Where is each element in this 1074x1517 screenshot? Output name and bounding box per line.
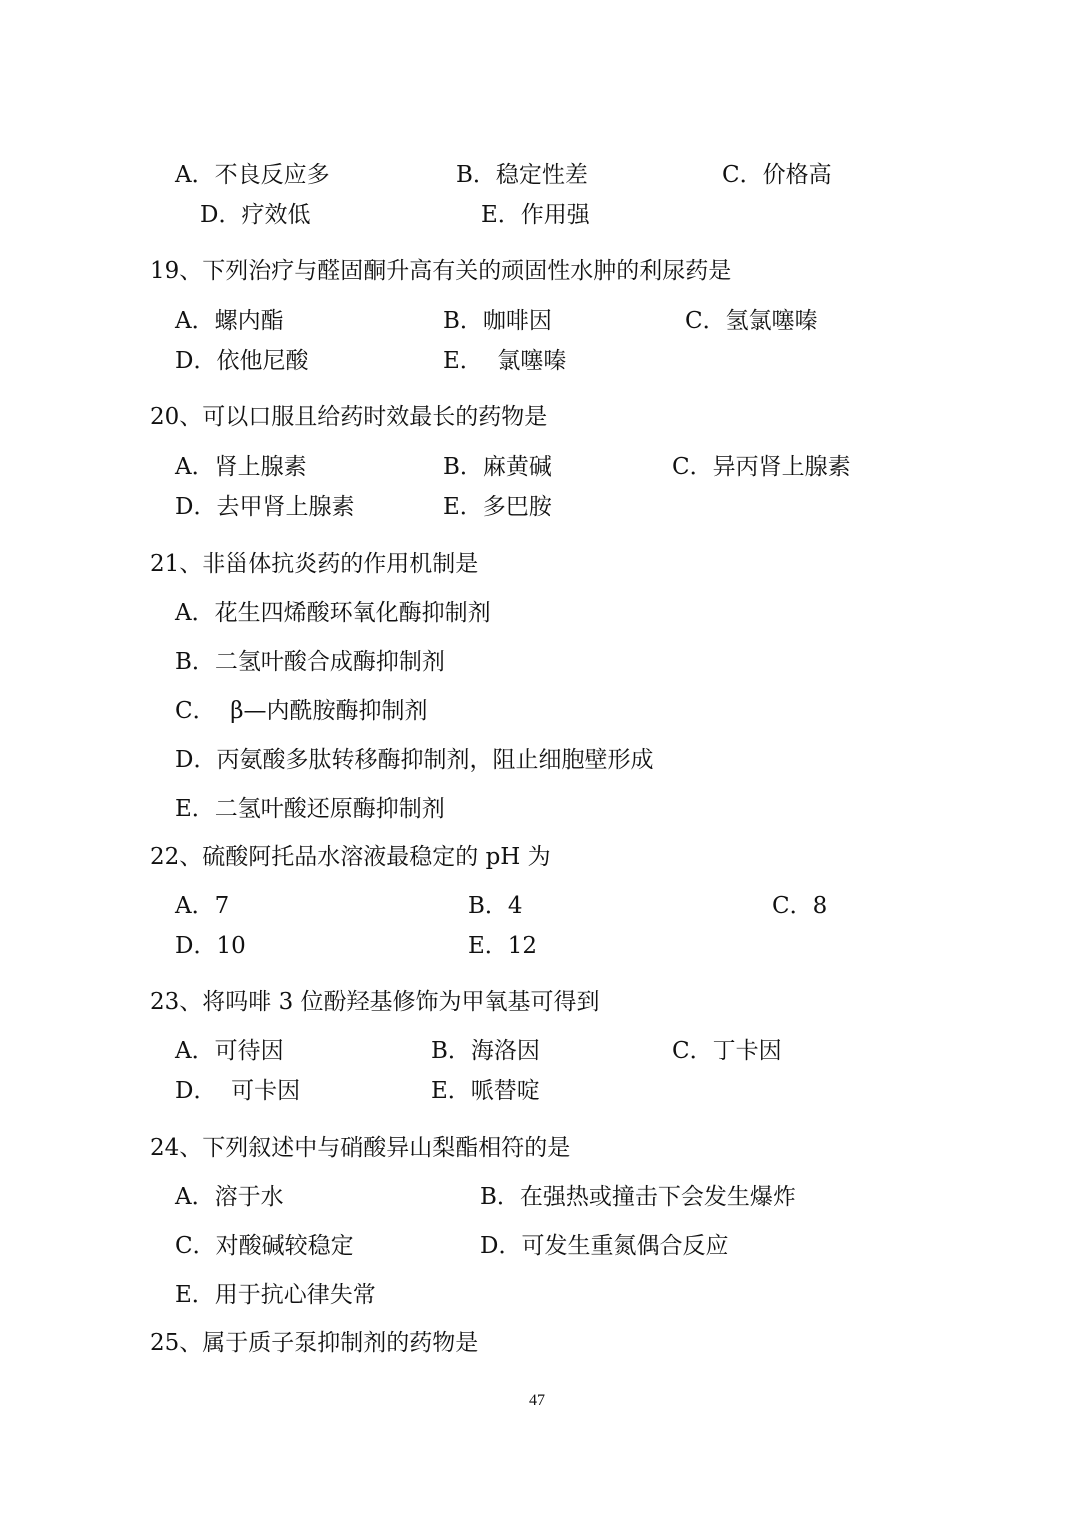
q21-option-a: A．花生四烯酸环氧化酶抑制剂	[175, 600, 491, 626]
q23-stem: 23、将吗啡 3 位酚羟基修饰为甲氧基可得到	[150, 989, 600, 1015]
q24-option-b: B．在强热或撞击下会发生爆炸	[480, 1184, 796, 1210]
q20-stem: 20、可以口服且给药时效最长的药物是	[150, 404, 548, 430]
q18-option-e: E．作用强	[481, 202, 590, 228]
q23-option-d: D． 可卡因	[175, 1078, 301, 1104]
q18-option-b: B．稳定性差	[456, 162, 588, 188]
q21-option-c: C． β—内酰胺酶抑制剂	[175, 698, 428, 724]
q23-option-b: B．海洛因	[431, 1038, 540, 1064]
q22-option-e: E．12	[468, 933, 538, 959]
q23-option-a: A．可待因	[175, 1038, 284, 1064]
q18-option-d: D．疗效低	[200, 202, 311, 228]
q22-option-d: D．10	[175, 933, 246, 959]
page-number: 47	[529, 1392, 545, 1409]
q24-stem: 24、下列叙述中与硝酸异山梨酯相符的是	[150, 1135, 571, 1161]
q19-option-b: B．咖啡因	[443, 308, 552, 334]
q20-option-e: E．多巴胺	[443, 494, 552, 520]
q19-option-c: C．氢氯噻嗪	[685, 308, 818, 334]
q18-option-a: A．不良反应多	[175, 162, 330, 188]
q24-option-d: D．可发生重氮偶合反应	[480, 1233, 729, 1259]
q19-option-a: A．螺内酯	[175, 308, 284, 334]
q18-option-c: C．价格高	[722, 162, 832, 188]
q23-option-e: E．哌替啶	[431, 1078, 540, 1104]
q19-option-e: E． 氯噻嗪	[443, 348, 567, 374]
q21-stem: 21、非甾体抗炎药的作用机制是	[150, 551, 479, 577]
q20-option-a: A．肾上腺素	[175, 454, 307, 480]
q20-option-d: D．去甲肾上腺素	[175, 494, 355, 520]
q24-option-e: E．用于抗心律失常	[175, 1282, 376, 1308]
q20-option-c: C．异丙肾上腺素	[672, 454, 851, 480]
q21-option-b: B．二氢叶酸合成酶抑制剂	[175, 649, 445, 675]
q19-stem: 19、下列治疗与醛固酮升高有关的顽固性水肿的利尿药是	[150, 258, 732, 284]
q22-option-a: A．7	[175, 893, 230, 919]
q25-stem: 25、属于质子泵抑制剂的药物是	[150, 1330, 479, 1356]
q22-stem: 22、硫酸阿托品水溶液最稳定的 pH 为	[150, 844, 551, 870]
q24-option-c: C．对酸碱较稳定	[175, 1233, 354, 1259]
q22-option-b: B．4	[468, 893, 523, 919]
q21-option-d: D．丙氨酸多肽转移酶抑制剂，阻止细胞壁形成	[175, 747, 654, 773]
q20-option-b: B．麻黄碱	[443, 454, 552, 480]
q24-option-a: A．溶于水	[175, 1184, 284, 1210]
q23-option-c: C．丁卡因	[672, 1038, 782, 1064]
q21-option-e: E．二氢叶酸还原酶抑制剂	[175, 796, 445, 822]
q19-option-d: D．依他尼酸	[175, 348, 309, 374]
q22-option-c: C．8	[772, 893, 828, 919]
